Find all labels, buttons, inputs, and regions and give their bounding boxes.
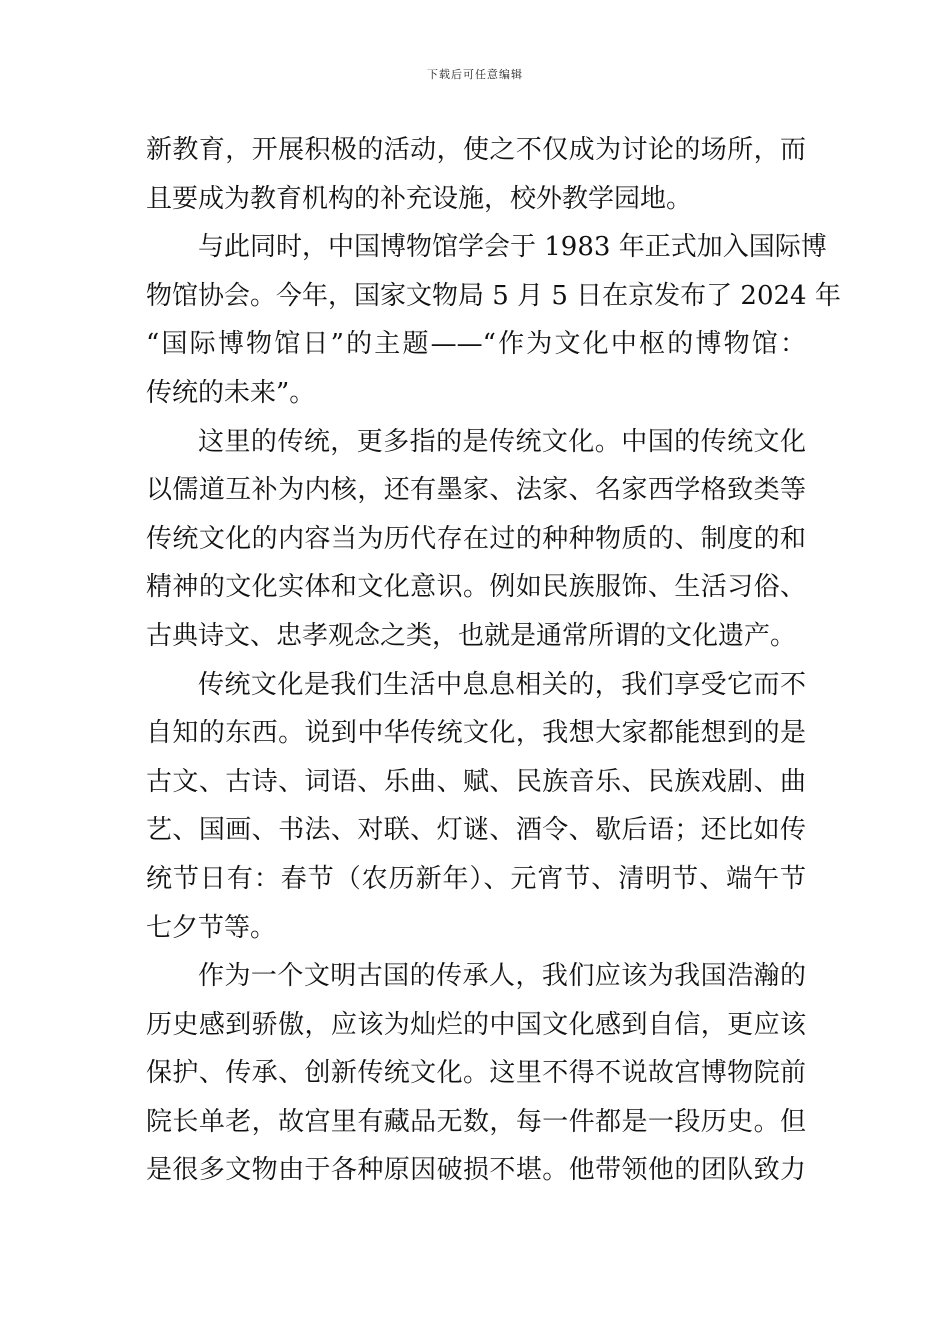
text-line: 以儒道互补为内核，还有墨家、法家、名家西学格致类等 xyxy=(146,475,806,506)
paragraph-4 xyxy=(146,661,806,953)
text-line: 物馆协会。今年，国家文物局 5 月 5 日在京发布了 2024 年 xyxy=(146,280,841,311)
page-header: 下载后可任意编辑 xyxy=(427,68,523,81)
text-line: 保护、传承、创新传统文化。这里不得不说故宫博物院前 xyxy=(146,1058,806,1089)
text-line: 这里的传统，更多指的是传统文化。中国的传统文化 xyxy=(198,426,806,457)
text-line: 传统文化的内容当为历代存在过的种种物质的、制度的和 xyxy=(146,523,806,554)
text-line: 是很多文物由于各种原因破损不堪。他带领他的团队致力 xyxy=(146,1155,806,1186)
paragraph-3 xyxy=(146,418,806,661)
text-line: 古典诗文、忠孝观念之类，也就是通常所谓的文化遗产。 xyxy=(146,620,797,651)
text-line: 精神的文化实体和文化意识。例如民族服饰、生活习俗、 xyxy=(146,572,806,603)
text-line: 且要成为教育机构的补充设施，校外教学园地。 xyxy=(146,183,693,214)
text-line: 院长单老，故宫里有藏品无数，每一件都是一段历史。但 xyxy=(146,1106,806,1137)
text-line: 艺、国画、书法、对联、灯谜、酒令、歇后语；还比如传 xyxy=(146,815,806,846)
text-line: 传统文化是我们生活中息息相关的，我们享受它而不 xyxy=(198,669,806,700)
paragraph-5 xyxy=(146,952,806,1195)
text-line: 七夕节等。 xyxy=(146,912,277,943)
paragraph-1 xyxy=(146,126,806,223)
text-line: 统节日有：春节（农历新年）、元宵节、清明节、端午节 xyxy=(146,863,806,894)
paragraph-2 xyxy=(146,223,841,417)
text-line: 传统的未来”。 xyxy=(146,377,316,408)
text-line: 古文、古诗、词语、乐曲、赋、民族音乐、民族戏剧、曲 xyxy=(146,766,806,797)
text-line: “国际博物馆日”的主题——“作为文化中枢的博物馆： xyxy=(146,329,806,360)
text-line: 历史感到骄傲，应该为灿烂的中国文化感到自信，更应该 xyxy=(146,1009,806,1040)
text-line: 作为一个文明古国的传承人，我们应该为我国浩瀚的 xyxy=(198,961,806,992)
text-line: 自知的东西。说到中华传统文化，我想大家都能想到的是 xyxy=(146,718,806,749)
text-line: 与此同时，中国博物馆学会于 1983 年正式加入国际博 xyxy=(198,232,827,263)
document-body xyxy=(146,126,841,1195)
text-line: 新教育，开展积极的活动，使之不仅成为讨论的场所，而 xyxy=(146,135,806,165)
